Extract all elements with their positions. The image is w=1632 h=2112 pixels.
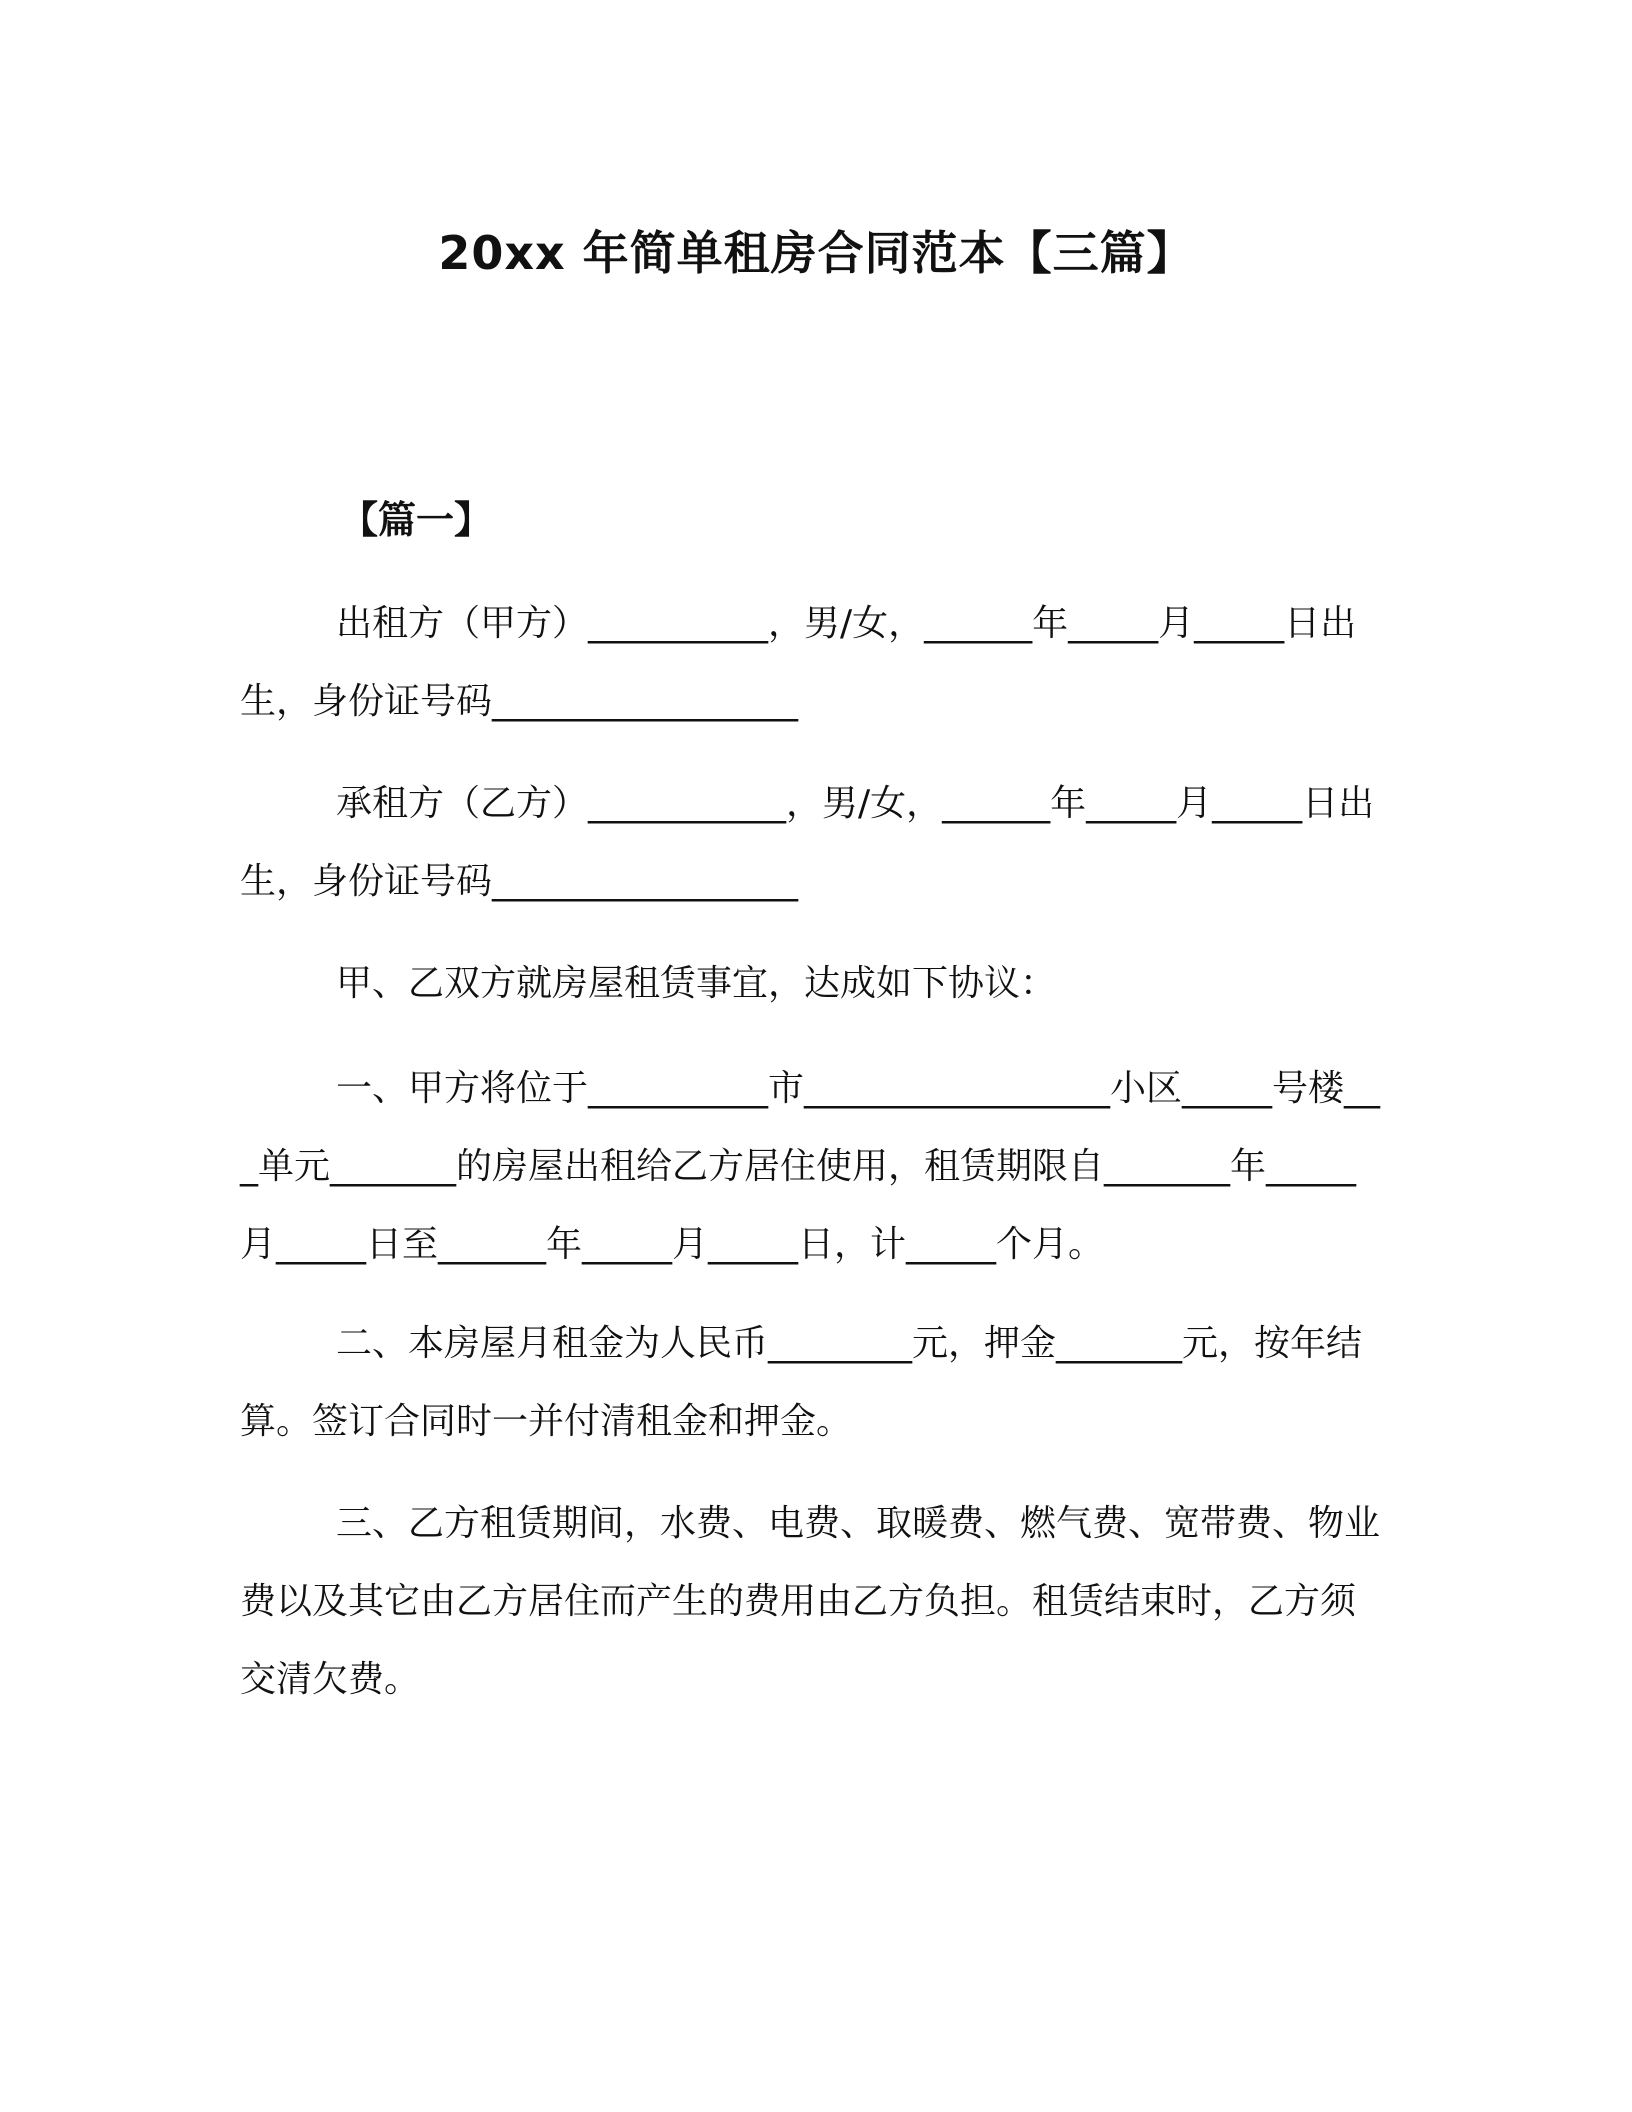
paragraph-lessee: 承租方（乙方）___________，男/女，______年_____月_____日出生，身份证号码_________________ [240,783,1375,902]
paragraph-lessor: 出租方（甲方）__________，男/女，______年_____月_____日出生，身份证号码_________________ [240,603,1357,722]
document-title: 20xx 年简单租房合同范本【三篇】 [438,226,1194,280]
section-heading: 【篇一】 [340,498,493,542]
paragraph-clause-3: 三、乙方租赁期间，水费、电费、取暖费、燃气费、宽带费、物业费以及其它由乙方居住而产生的费用由乙方负担。租赁结束时，乙方须交清欠费。 [240,1503,1381,1700]
paragraph-agreement-intro: 甲、乙双方就房屋租赁事宜，达成如下协议： [336,963,1057,1004]
paragraph-clause-2: 二、本房屋月租金为人民币________元，押金_______元，按年结算。签订合同时一并付清租金和押金。 [240,1323,1363,1442]
paragraph-clause-1: 一、甲方将位于__________市_________________小区_____号楼___单元_______的房屋出租给乙方居住使用，租赁期限自_______年_____月_____日至______年_____月_____日，计_____个月。 [240,1068,1381,1265]
